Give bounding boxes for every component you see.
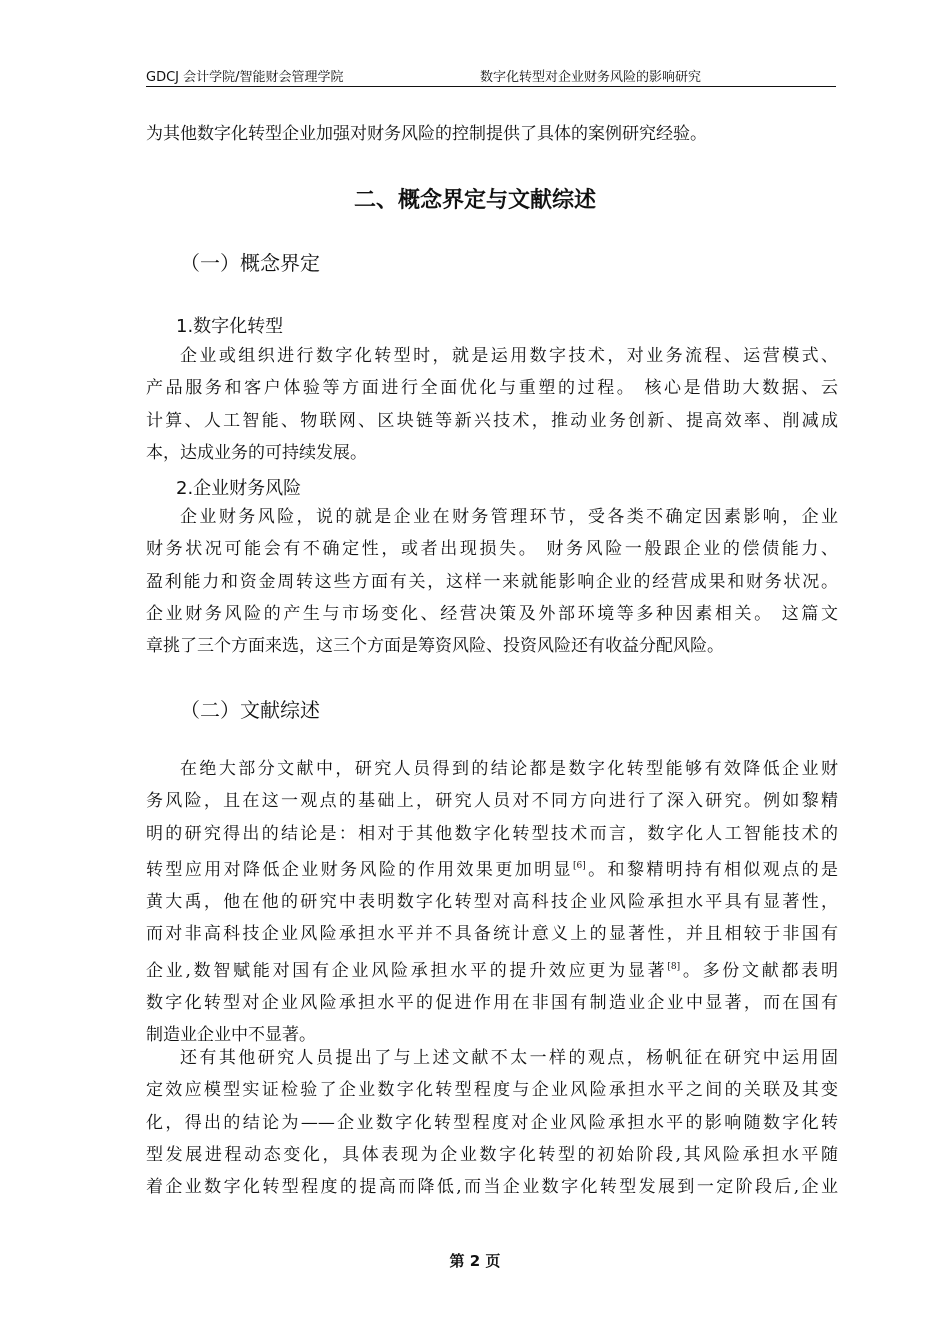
header-right: 数字化转型对企业财务风险的影响研究 (480, 70, 702, 85)
literature-paragraph-2: 还有其他研究人员提出了与上述文献不太一样的观点，杨帆征在研究中运用固 定效应模型实证检验了企业数字化转型程度与企业风险承担水平之间的关联及其变 化，得出的结论为——企业数字化转型程度对企业风险承担水平的影响随数字化转 型发展进程动态变化，具体表现为企业数字化转型的初始阶段,其风险承担水平随 着企业数字化转型程度的提高而降低,而当企业数字化转型发展到一定阶段后,企业 (146, 1048, 838, 1198)
subsection-concepts-title: （一）概念界定 (180, 251, 320, 275)
section-title: 二、概念界定与文献综述 (353, 188, 596, 213)
citation-6: [6] (572, 860, 586, 871)
item1-title: 1.数字化转型 (176, 316, 284, 337)
literature-paragraph-1: 在绝大部分文献中，研究人员得到的结论都是数字化转型能够有效降低企业财 务风险，且在这一观点的基础上，研究人员对不同方向进行了深入研究。例如黎精 明的研究得出的结论是：相对于其他数字化转型技术而言，数字化人工智能技术的 转型应用对降低企业财务风险的作用效果更加明显[6]。和黎精明持有相似观点的是 黄大禹，他在他的研究中表明数字化转型对高科技企业风险承担水平具有显著性， 而对非高科技企业风险承担水平并不具备统计意义上的显著性，并且相较于非国有 企业,数智赋能对国有企业风险承担水平的提升效应更为显著[8]。多份文献都表明 数字化转型对企业风险承担水平的促进作用在非国有制造业企业中显著，而在国有 制造业企业中不显著。 (146, 759, 839, 1046)
page-header (146, 66, 836, 87)
intro-paragraph: 为其他数字化转型企业加强对财务风险的控制提供了具体的案例研究经验。 (146, 124, 707, 144)
subsection-literature-title: （二）文献综述 (180, 698, 320, 722)
item2-paragraph: 企业财务风险，说的就是企业在财务管理环节，受各类不确定因素影响，企业 财务状况可能会有不确定性，或者出现损失。 财务风险一般跟企业的偿债能力、 盈利能力和资金周转这些方面有关，这样一来就能影响企业的经营成果和财务状况。 企业财务风险的产生与市场变化、经营决策及外部环境等多种因素相关。 这篇文 章挑了三个方面来选，这三个方面是筹资风险、投资风险还有收益分配风险。 (146, 507, 838, 657)
page-number: 第 2 页 (449, 1252, 501, 1270)
item1-paragraph: 企业或组织进行数字化转型时，就是运用数字技术，对业务流程、运营模式、 产品服务和客户体验等方面进行全面优化与重塑的过程。 核心是借助大数据、云 计算、人工智能、物联网、区块链等新兴技术，推动业务创新、提高效率、削减成 本，达成业务的可持续发展。 (146, 346, 838, 463)
item2-title: 2.企业财务风险 (176, 478, 302, 499)
citation-8: [8] (667, 961, 681, 972)
header-left: GDCJ 会计学院/智能财会管理学院 (146, 70, 344, 85)
